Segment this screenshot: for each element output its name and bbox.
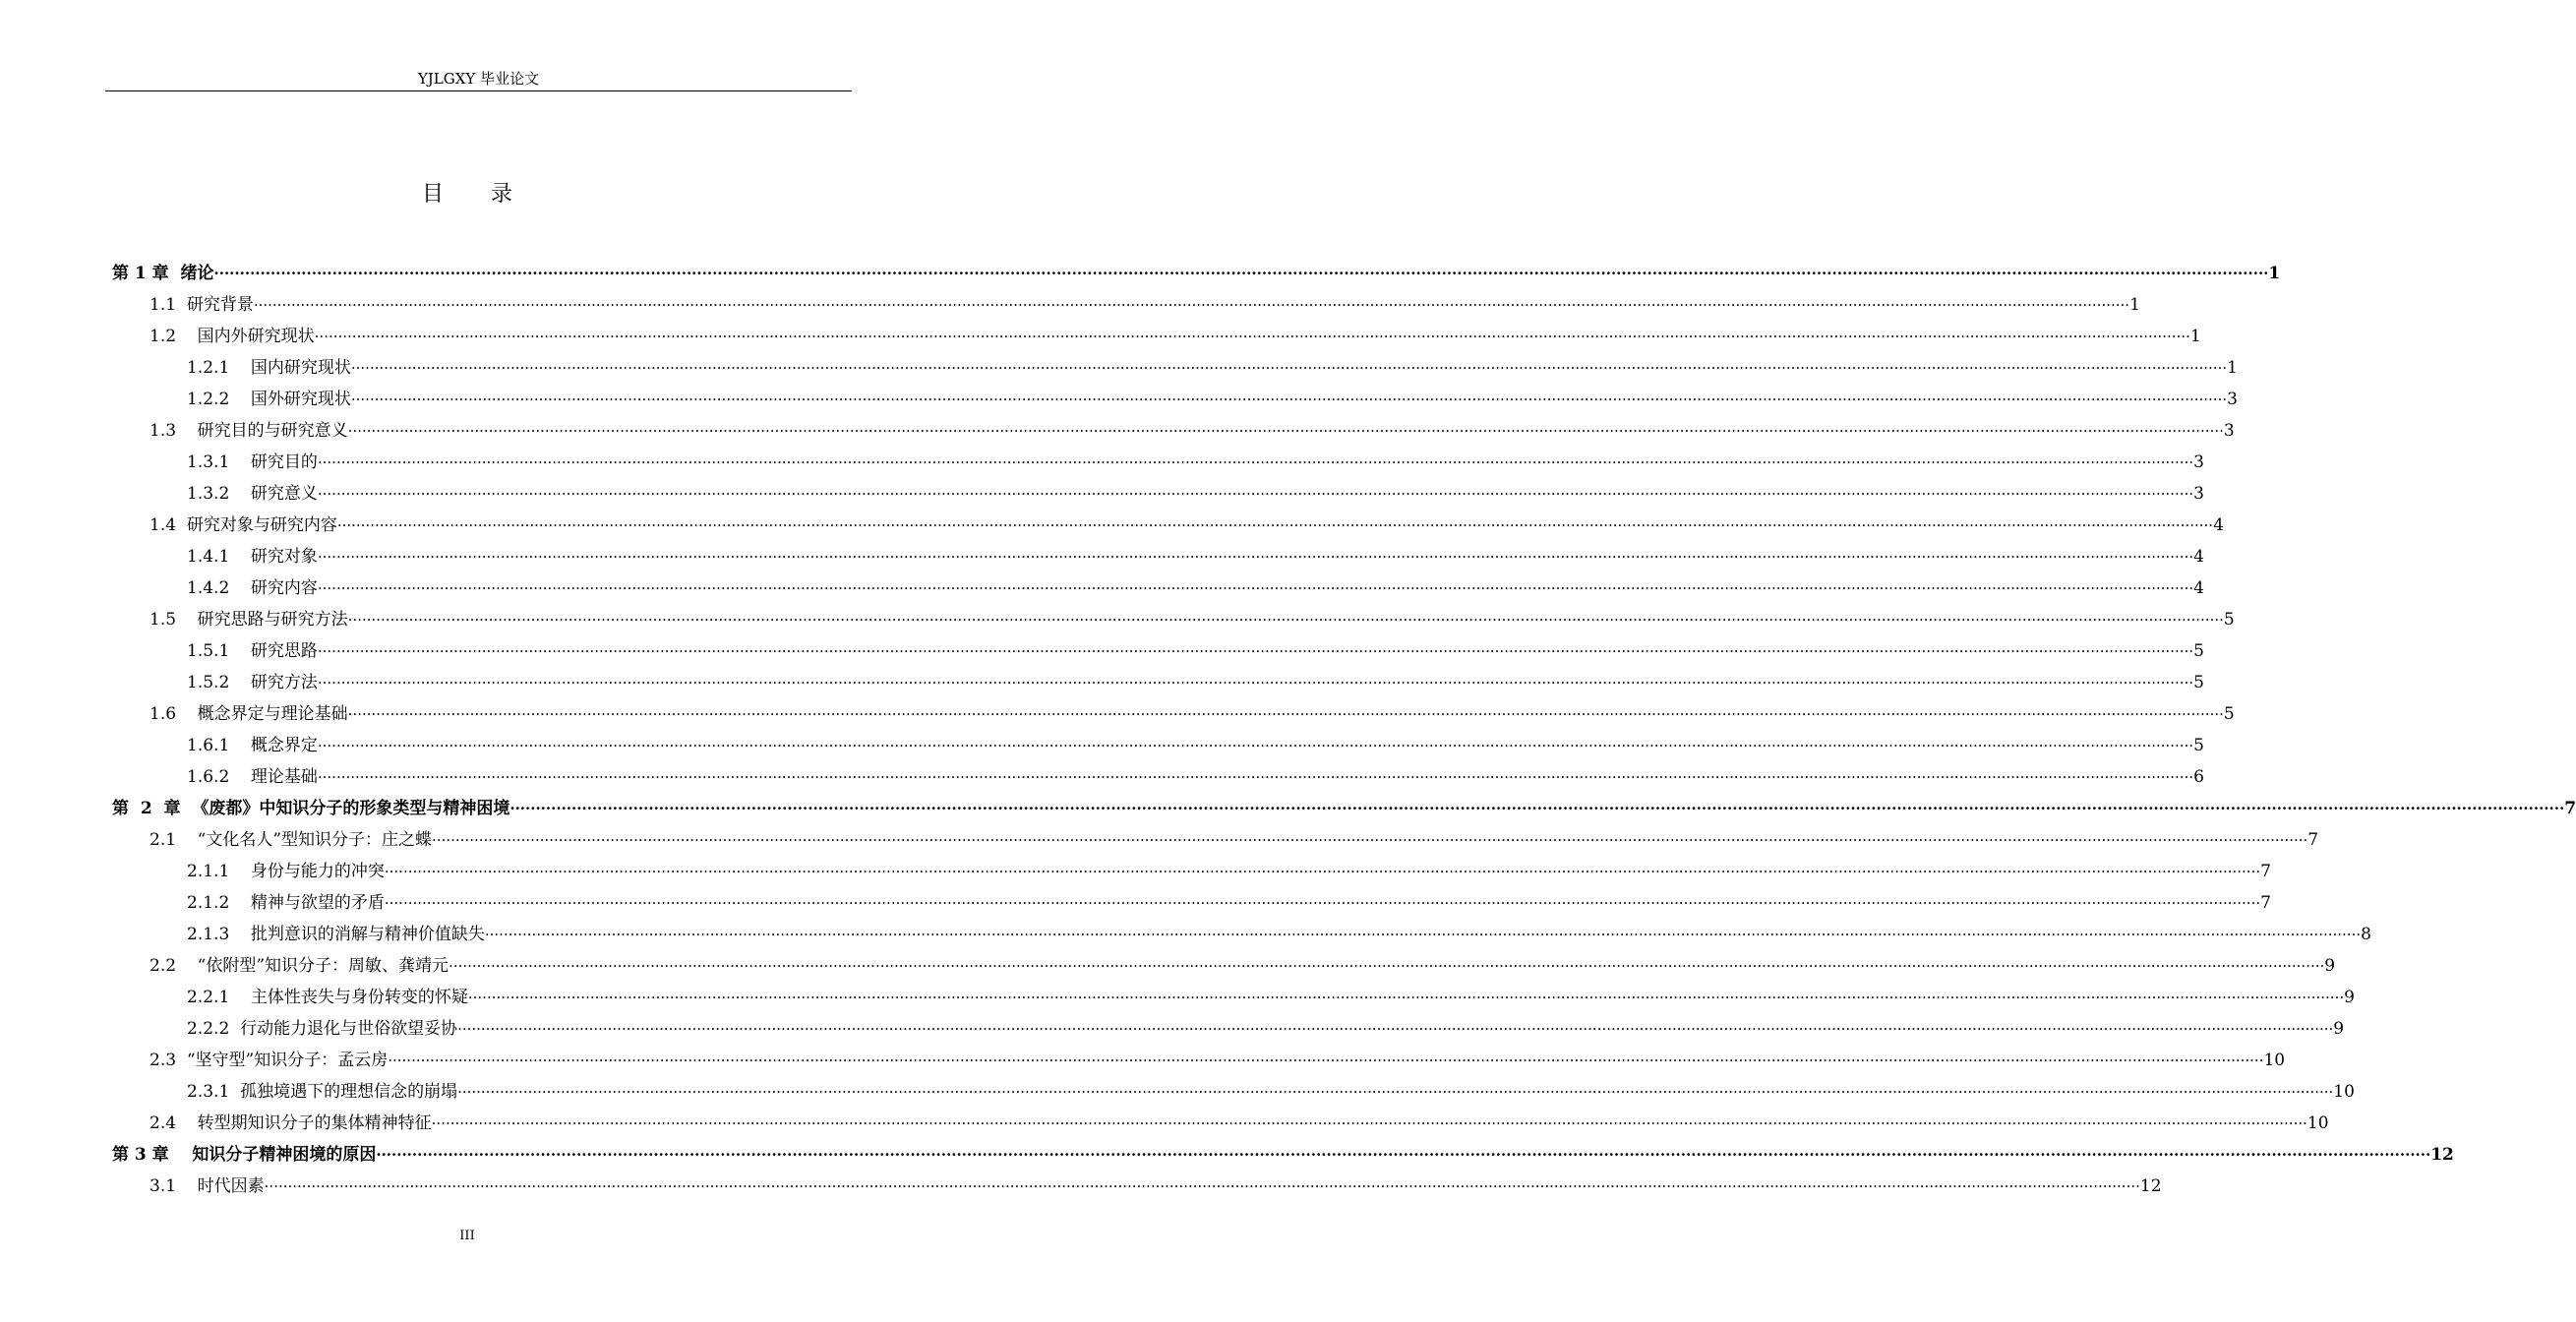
- toc-dot-leader: ················································································································································································································································································································································································································: [264, 1177, 2140, 1195]
- toc-entry-label: 1.5.1 研究思路: [187, 641, 318, 661]
- toc-entry[interactable]: [187, 1080, 2355, 1104]
- toc-entry-page: 10: [2306, 1113, 2329, 1133]
- toc-entry[interactable]: [187, 545, 2204, 569]
- toc-entry-label: 1.4 研究对象与研究内容: [150, 515, 337, 535]
- toc-entry-page: 12: [2430, 1145, 2454, 1165]
- toc-entry[interactable]: [187, 1017, 2345, 1041]
- toc-dot-leader: ················································································································································································································································································································································································································: [432, 831, 2308, 849]
- toc-entry[interactable]: [187, 734, 2204, 757]
- page-title: 目录: [421, 182, 560, 207]
- toc-entry[interactable]: [187, 639, 2204, 663]
- toc-entry-page: 1: [2189, 327, 2201, 346]
- toc-entry[interactable]: [187, 765, 2204, 789]
- toc-entry-page: 5: [2193, 641, 2204, 661]
- toc-entry[interactable]: [150, 419, 2235, 443]
- toc-entry-page: 7: [2307, 830, 2319, 850]
- toc-entry[interactable]: [187, 388, 2238, 411]
- toc-dot-leader: ················································································································································································································································································································································································································: [253, 296, 2130, 314]
- toc-entry-page: 3: [2223, 421, 2235, 441]
- toc-entry-label: 1.2.1 国内研究现状: [187, 358, 351, 378]
- toc-entry[interactable]: [150, 954, 2336, 978]
- toc-entry-label: 2.2.1 主体性丧失与身份转变的怀疑: [187, 988, 468, 1007]
- toc-entry-label: 2.3.1 孤独境遇下的理想信念的崩塌: [187, 1082, 458, 1102]
- toc-entry[interactable]: [150, 1174, 2162, 1198]
- toc-entry-page: 5: [2223, 704, 2235, 724]
- toc-dot-leader: ················································································································································································································································································································································································································: [317, 453, 2194, 471]
- toc-entry-page: 1: [2129, 295, 2140, 315]
- toc-entry-page: 3: [2193, 452, 2204, 472]
- page-number: III: [459, 1229, 475, 1243]
- toc-dot-leader: ················································································································································································································································································································································································································: [388, 1052, 2264, 1069]
- toc-dot-leader: ················································································································································································································································································································································································································: [314, 328, 2190, 345]
- toc-entry[interactable]: [150, 325, 2201, 348]
- toc-entry-label: 1.1 研究背景: [150, 295, 254, 315]
- toc-dot-leader: ················································································································································································································································································································································································································: [457, 1020, 2334, 1038]
- toc-entry-page: 1: [2227, 358, 2238, 378]
- toc-entry[interactable]: [112, 1143, 2454, 1167]
- toc-entry[interactable]: [187, 482, 2204, 506]
- toc-dot-leader: ················································································································································································································································································································································································································: [317, 548, 2194, 566]
- toc-entry-label: 1.3.1 研究目的: [187, 452, 318, 472]
- toc-dot-leader: ················································································································································································································································································································································································································: [317, 579, 2194, 597]
- toc-dot-leader: ················································································································································································································································································································································································································: [317, 674, 2194, 691]
- toc-entry-label: 1.5 研究思路与研究方法: [150, 610, 348, 630]
- toc-entry-label: 2.1.1 身份与能力的冲突: [187, 862, 385, 881]
- toc-entry-page: 4: [2193, 578, 2204, 598]
- toc-entry-label: 2.4 转型期知识分子的集体精神特征: [150, 1113, 432, 1133]
- toc-entry-page: 12: [2139, 1176, 2162, 1196]
- toc-entry[interactable]: [187, 860, 2271, 883]
- toc-entry-page: 4: [2193, 547, 2204, 567]
- toc-dot-leader: ················································································································································································································································································································································································································: [213, 265, 2269, 282]
- toc-dot-leader: ················································································································································································································································································································································································································: [509, 800, 2565, 817]
- toc-dot-leader: ················································································································································································································································································································································································································: [317, 642, 2194, 660]
- toc-entry-label: 第 2 章 《废都》中知识分子的形象类型与精神困境: [112, 799, 510, 818]
- toc-entry-page: 9: [2324, 956, 2336, 976]
- toc-dot-leader: ················································································································································································································································································································································································································: [317, 768, 2194, 786]
- toc-entry[interactable]: [187, 986, 2355, 1009]
- toc-entry-page: 3: [2193, 484, 2204, 504]
- toc-dot-leader: ················································································································································································································································································································································································································: [376, 1146, 2431, 1164]
- toc-dot-leader: ················································································································································································································································································································································································································: [317, 485, 2194, 503]
- toc-entry-page: 3: [2227, 390, 2238, 409]
- toc-entry-page: 4: [2213, 515, 2224, 535]
- toc-entry-page: 10: [2263, 1051, 2286, 1070]
- toc-entry-label: 1.4.1 研究对象: [187, 547, 318, 567]
- toc-entry[interactable]: [150, 828, 2319, 852]
- toc-entry-page: 5: [2193, 673, 2204, 692]
- page-header: [105, 71, 852, 91]
- toc-dot-leader: ················································································································································································································································································································································································································: [384, 894, 2261, 912]
- toc-entry-label: 2.1 “文化名人”型知识分子：庄之蝶: [150, 830, 433, 850]
- toc-entry-label: 2.2 “依附型”知识分子：周敏、龚靖元: [150, 956, 449, 976]
- toc-dot-leader: ················································································································································································································································································································································································································: [347, 611, 2224, 629]
- toc-entry-label: 3.1 时代因素: [150, 1176, 265, 1196]
- toc-entry-page: 1: [2268, 264, 2281, 283]
- toc-dot-leader: ················································································································································································································································································································································································································: [467, 989, 2345, 1006]
- toc-entry-page: 6: [2193, 767, 2204, 787]
- toc-entry[interactable]: [150, 293, 2140, 317]
- toc-entry-page: 5: [2223, 610, 2235, 630]
- toc-entry-page: 5: [2193, 736, 2204, 755]
- toc-entry-label: 1.6.1 概念界定: [187, 736, 318, 755]
- toc-dot-leader: ················································································································································································································································································································································································································: [384, 863, 2261, 880]
- toc-entry-page: 7: [2260, 862, 2271, 881]
- toc-entry-page: 10: [2333, 1082, 2355, 1102]
- toc-entry-label: 第 3 章 知识分子精神困境的原因: [112, 1145, 377, 1165]
- toc-entry[interactable]: [150, 608, 2235, 631]
- toc-entry-label: 2.3 “坚守型”知识分子：孟云房: [150, 1051, 389, 1070]
- toc-entry-label: 1.2 国内外研究现状: [150, 327, 315, 346]
- toc-dot-leader: ················································································································································································································································································································································································································: [350, 391, 2228, 408]
- toc-entry-page: 7: [2564, 799, 2576, 818]
- toc-dot-leader: ················································································································································································································································································································································································································: [347, 422, 2224, 440]
- toc-entry-page: 7: [2260, 893, 2271, 913]
- toc-entry[interactable]: [187, 576, 2204, 600]
- toc-dot-leader: ················································································································································································································································································································································································································: [317, 737, 2194, 754]
- toc-entry-label: 1.2.2 国外研究现状: [187, 390, 351, 409]
- toc-dot-leader: ················································································································································································································································································································································································································: [484, 926, 2362, 943]
- toc-entry-page: 9: [2333, 1019, 2345, 1039]
- toc-dot-leader: ················································································································································································································································································································································································································: [336, 516, 2214, 534]
- toc-entry[interactable]: [187, 891, 2271, 915]
- toc-entry[interactable]: [112, 797, 2576, 820]
- header-text: YJLGXY 毕业论文: [417, 70, 540, 88]
- toc-entry[interactable]: [187, 671, 2204, 694]
- toc-dot-leader: ················································································································································································································································································································································································································: [347, 705, 2224, 723]
- toc-dot-leader: ················································································································································································································································································································································································································: [350, 359, 2228, 377]
- toc-entry-label: 1.6.2 理论基础: [187, 767, 318, 787]
- toc-entry-label: 2.1.3 批判意识的消解与精神价值缺失: [187, 925, 485, 944]
- toc-entry-label: 2.1.2 精神与欲望的矛盾: [187, 893, 385, 913]
- toc-entry[interactable]: [187, 356, 2238, 380]
- toc-dot-leader: ················································································································································································································································································································································································································: [449, 957, 2325, 975]
- toc-dot-leader: ················································································································································································································································································································································································································: [457, 1083, 2334, 1101]
- toc-entry-label: 1.4.2 研究内容: [187, 578, 318, 598]
- toc-entry[interactable]: [150, 1049, 2286, 1072]
- toc-entry[interactable]: [150, 702, 2235, 726]
- toc-entry-page: 9: [2344, 988, 2355, 1007]
- toc-entry-label: 1.3.2 研究意义: [187, 484, 318, 504]
- toc-entry-label: 1.6 概念界定与理论基础: [150, 704, 348, 724]
- toc-entry-page: 8: [2361, 925, 2371, 944]
- toc-entry[interactable]: [187, 451, 2204, 474]
- toc-entry-label: 第 1 章 绪论: [112, 264, 214, 283]
- toc-entry[interactable]: [150, 513, 2224, 537]
- toc-entry[interactable]: [187, 923, 2371, 946]
- toc-entry-label: 1.5.2 研究方法: [187, 673, 318, 692]
- toc-dot-leader: ················································································································································································································································································································································································································: [431, 1114, 2307, 1132]
- toc-entry[interactable]: [150, 1112, 2329, 1135]
- toc-entry-label: 2.2.2 行动能力退化与世俗欲望妥协: [187, 1019, 458, 1039]
- toc-entry[interactable]: [112, 262, 2281, 285]
- toc-entry-label: 1.3 研究目的与研究意义: [150, 421, 348, 441]
